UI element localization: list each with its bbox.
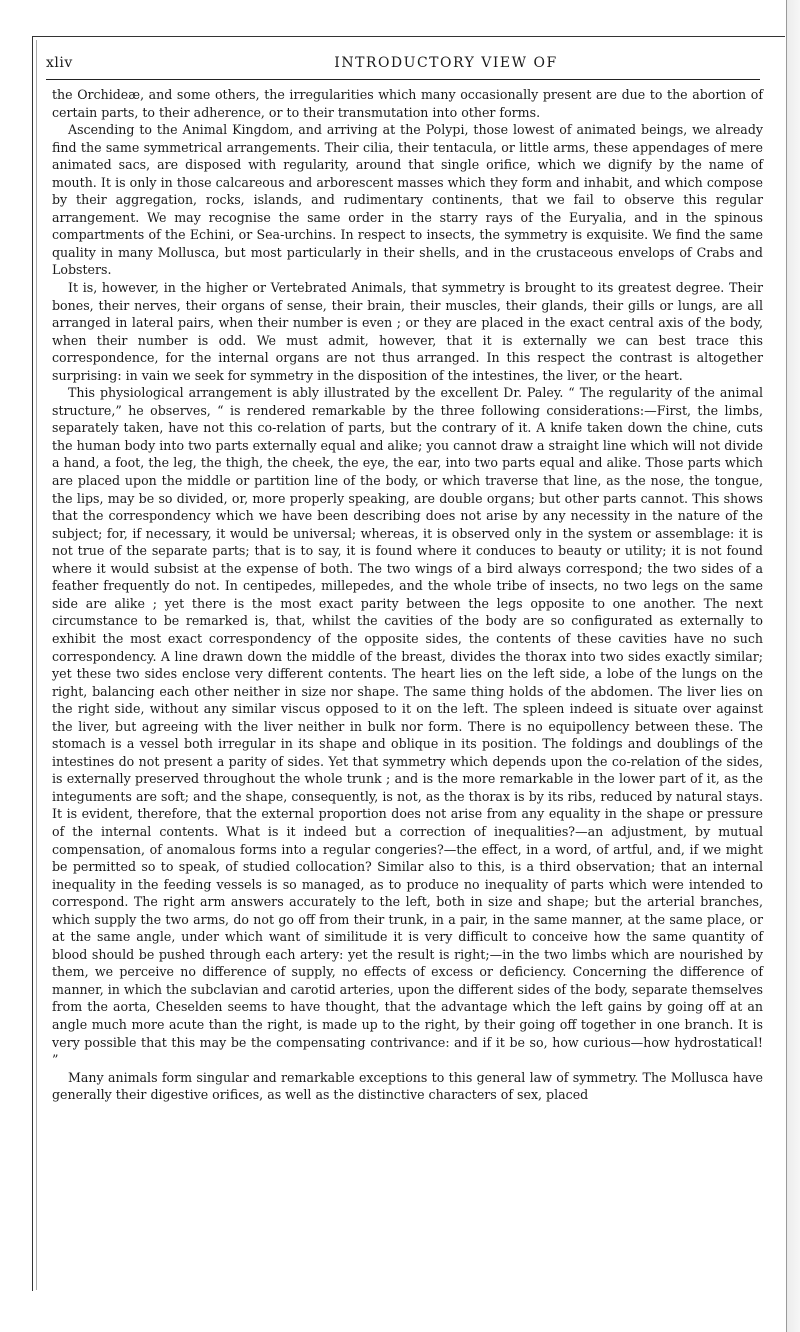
paragraph: It is, however, in the higher or Vertebrated Animals, that symmetry is brought to its greatest degree. Their bones, their nerves, their organs of sense, their brain, their muscles, their glands, their gills or lungs, are all arranged in lateral pairs, when their number is even ; or they are placed in the exact central axis of the body, when their number is odd. We must admit, however, that it is externally we can best trace this correspondence, for the internal organs are not thus arranged. In this respect the contrast is altogether surprising: in vain we seek for symmetry in the disposition of the intestines, the liver, or the heart. [52, 280, 763, 383]
running-title: INTRODUCTORY VIEW OF [334, 55, 558, 71]
body-text [52, 86, 763, 1104]
page-header [46, 55, 758, 79]
margin-line [36, 40, 37, 1290]
page-edge [786, 0, 800, 1332]
paragraph: Ascending to the Animal Kingdom, and arriving at the Polypi, those lowest of animated beings, we already find the same symmetrical arrangements. Their cilia, their tentacula, or little arms, these appendages of mere animated sacs, are disposed with regularity, around that single orifice, which we dignify by the name of mouth. It is only in those calcareous and arborescent masses which they form and inhabit, and which compose by their aggregation, rocks, islands, and rudimentary continents, that we fail to observe this regular arrangement. We may recognise the same order in the starry rays of the Euryalia, and in the spinous compartments of the Echini, or Sea-urchins. In respect to insects, the symmetry is exquisite. We find the same quality in many Mollusca, but most particularly in their shells, and in the crustaceous envelops of Crabs and Lobsters. [52, 122, 763, 278]
header-rule [46, 79, 760, 80]
paragraph: This physiological arrangement is ably illustrated by the excellent Dr. Paley. “ The regularity of the animal structure,” he observes, “ is rendered remarkable by the three following considerations:—First, the limbs, separately taken, have not this co-relation of parts, but the contrary of it. A knife taken down the chine, cuts the human body into two parts externally equal and alike; you cannot draw a straight line which will not divide a hand, a foot, the leg, the thigh, the cheek, the eye, the ear, into two parts equal and alike. Those parts which are placed upon the middle or partition line of the body, or which traverse that line, as the nose, the tongue, the lips, may be so divided, or, more properly speaking, are double organs; but other parts cannot. This shows that the correspondency which we have been describing does not arise by any necessity in the nature of the subject; for, if necessary, it would be universal; whereas, it is observed only in the system or assemblage: it is not true of the separate parts; that is to say, it is found where it conduces to beauty or utility; it is not found where it would subsist at the expense of both. The two wings of a bird always correspond; the two sides of a feather frequently do not. In centipedes, millepedes, and the whole tribe of insects, no two legs on the same side are alike ; yet there is the most exact parity between the legs opposite to one another. The next circumstance to be remarked is, that, whilst the cavities of the body are so configurated as externally to exhibit the most exact correspondency of the opposite sides, the contents of these cavities have no such correspondency. A line drawn down the middle of the breast, divides the thorax into two sides exactly similar; yet these two sides enclose very different contents. The heart lies on the left side, a lobe of the lungs on the right, balancing each other neither in size nor shape. The same thing holds of the abdomen. The liver lies on the right side, without any similar viscus opposed to it on the left. The spleen indeed is situate over against the liver, but agreeing with the liver neither in bulk nor form. There is no equipollency between these. The stomach is a vessel both irregular in its shape and oblique in its position. The foldings and doublings of the intestines do not present a parity of sides. Yet that symmetry which depends upon the co-relation of the sides, is externally preserved throughout the whole trunk ; and is the more remarkable in the lower part of it, as the integuments are soft; and the shape, consequently, is not, as the thorax is by its ribs, reduced by natural stays. It is evident, therefore, that the external proportion does not arise from any equality in the shape or pressure of the internal contents. What is it indeed but a correction of inequalities?—an adjustment, by mutual compensation, of anomalous forms into a regular congeries?—the effect, in a word, of artful, and, if we might be permitted so to speak, of studied collocation? Similar also to this, is a third observation; that an internal inequality in the feeding vessels is so managed, as to produce no inequality of parts which were intended to correspond. The right arm answers accurately to the left, both in size and shape; but the arterial branches, which supply the two arms, do not go off from their trunk, in a pair, in the same manner, at the same place, or at the same angle, under which want of similitude it is very difficult to conceive how the same quantity of blood should be pushed through each artery: yet the result is right;—in the two limbs which are nourished by them, we perceive no difference of supply, no effects of excess or deficiency. Concerning the difference of manner, in which the subclavian and carotid arteries, upon the different sides of the body, separate themselves from the aorta, Cheselden seems to have thought, that the advantage which the left gains by going off at an angle much more acute than the right, is made up to the right, by their going off together in one branch. It is very possible that this may be the compensating contrivance: and if it be so, how curious—how hydrostatical! ” [52, 385, 763, 1068]
page-number: xliv [46, 55, 73, 71]
paragraph: Many animals form singular and remarkable exceptions to this general law of symmetry. The Mollusca have generally their digestive orifices, as well as the distinctive characters of sex, placed [52, 1069, 763, 1103]
paragraph: the Orchideæ, and some others, the irregularities which many occasionally present are due to the abortion of certain parts, to their adherence, or to their transmutation into other forms. [52, 87, 763, 120]
